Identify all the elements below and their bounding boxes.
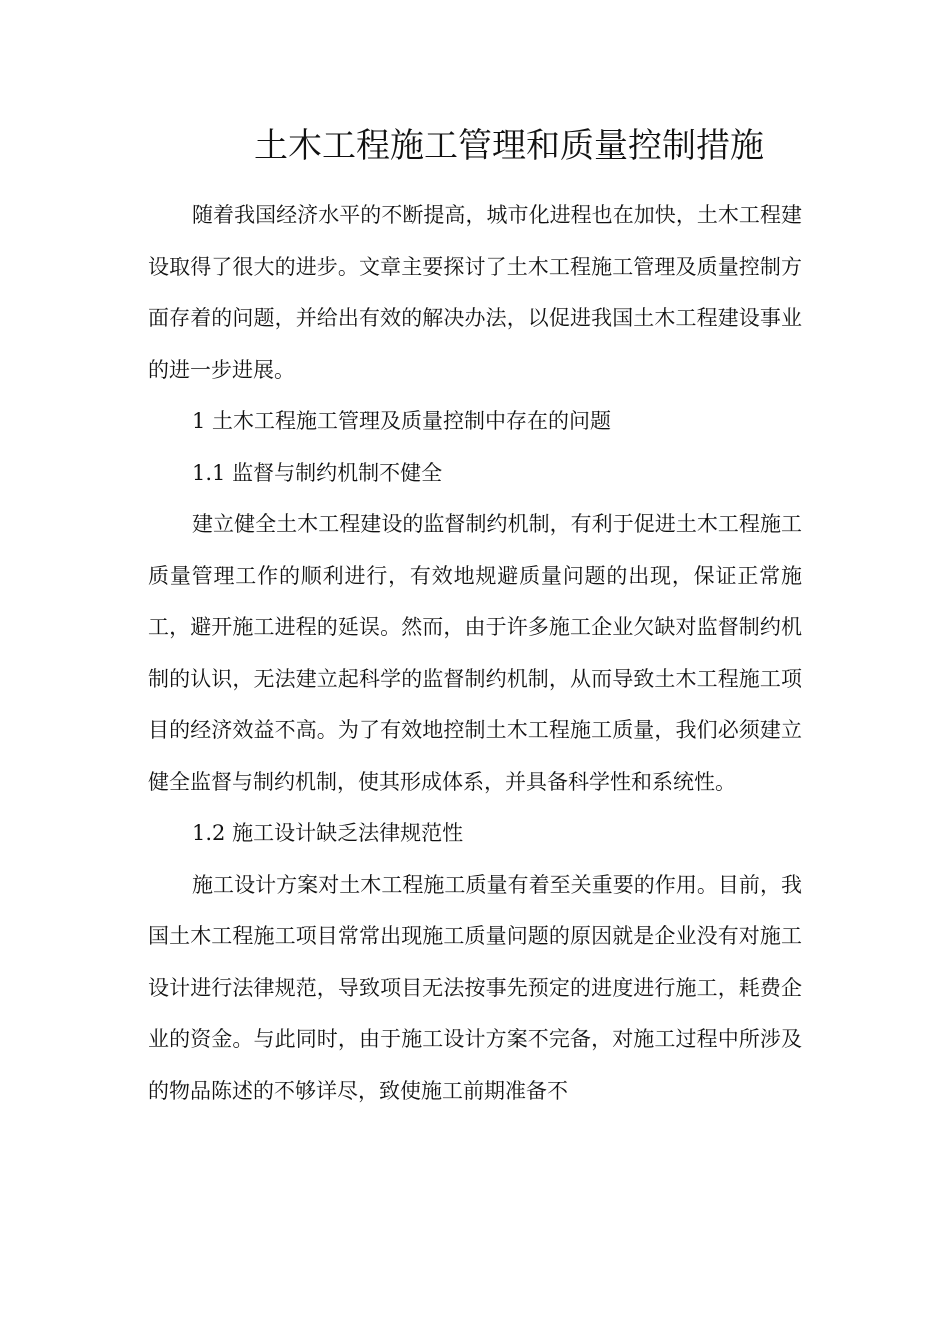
document-title: 土木工程施工管理和质量控制措施 bbox=[254, 126, 764, 166]
subsection-heading: 1.2 施工设计缺乏法律规范性 bbox=[192, 821, 464, 845]
section-heading: 1 土木工程施工管理及质量控制中存在的问题 bbox=[192, 409, 612, 433]
body-paragraph: 施工设计方案对土木工程施工质量有着至关重要的作用。目前，我国土木工程施工项目常常出现施工质量问题的原因就是企业没有对施工设计进行法律规范，导致项目无法按事先预定的进度进行施工，耗费企业的资金。与此同时，由于施工设计方案不完备，对施工过程中所涉及的物品陈述的不够详尽，致使施工前期准备不 bbox=[148, 872, 802, 1103]
body-paragraph: 建立健全土木工程建设的监督制约机制，有利于促进土木工程施工质量管理工作的顺利进行，有效地规避质量问题的出现，保证正常施工，避开施工进程的延误。然而，由于许多施工企业欠缺对监督制约机制的认识，无法建立起科学的监督制约机制，从而导致土木工程施工项目的经济效益不高。为了有效地控制土木工程施工质量，我们必须建立健全监督与制约机制，使其形成体系，并具备科学性和系统性。 bbox=[148, 512, 802, 794]
subsection-heading: 1.1 监督与制约机制不健全 bbox=[192, 460, 443, 485]
document-body bbox=[148, 190, 802, 1117]
body-paragraph: 随着我国经济水平的不断提高，城市化进程也在加快，土木工程建设取得了很大的进步。文章主要探讨了土木工程施工管理及质量控制方面存着的问题，并给出有效的解决办法，以促进我国土木工程建设事业的进一步进展。 bbox=[148, 203, 802, 382]
